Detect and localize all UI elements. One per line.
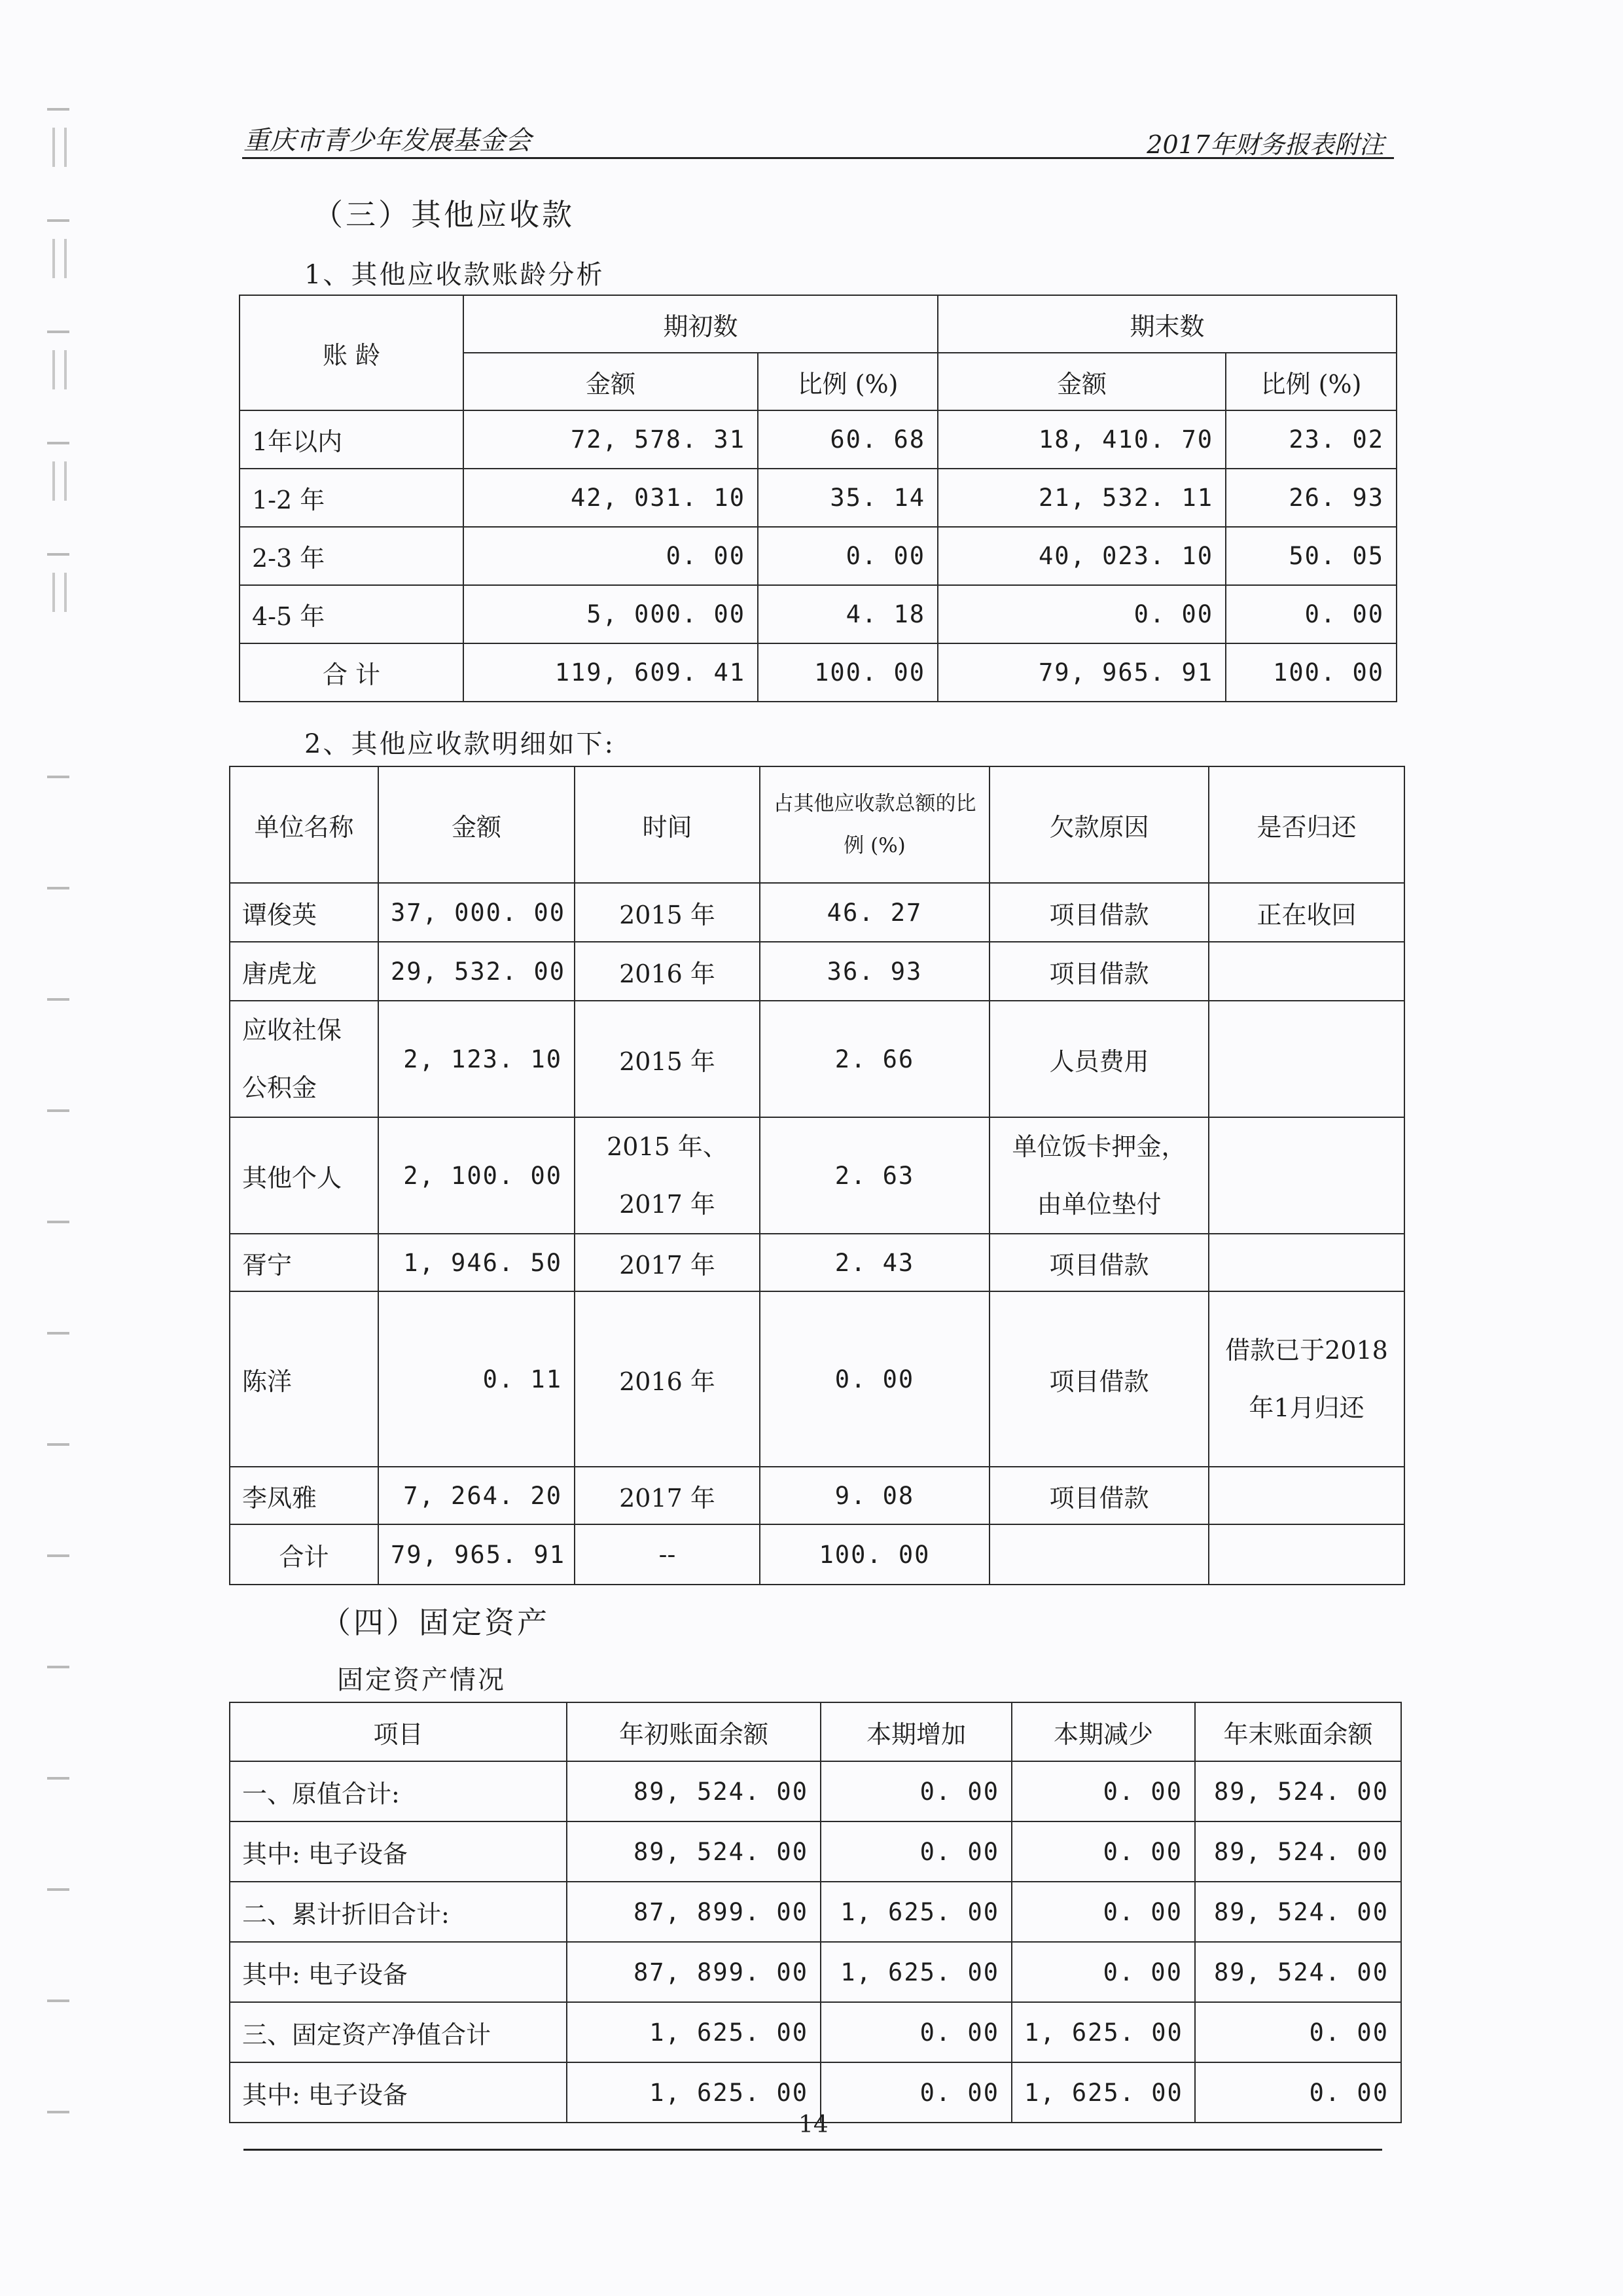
aging-cell: 1-2 年	[240, 469, 463, 527]
amount-cell: 89, 524. 00	[1195, 1821, 1401, 1882]
ratio-cell: 36. 93	[760, 942, 990, 1001]
amount-cell: 5, 000. 00	[463, 585, 758, 643]
returned-cell	[1209, 1467, 1404, 1524]
binder-mark	[47, 331, 69, 333]
amount-cell: 0. 00	[821, 2062, 1012, 2123]
total-label: 合计	[230, 1524, 378, 1585]
ratio-cell: 0. 00	[758, 527, 938, 585]
amount-cell: 0. 00	[821, 1821, 1012, 1882]
table-row	[230, 1291, 1404, 1467]
table-row	[230, 1882, 1401, 1942]
binder-mark	[47, 442, 69, 444]
footer-rule	[243, 2149, 1382, 2151]
table-row	[240, 527, 1397, 585]
amount-cell: 0. 00	[463, 527, 758, 585]
time-cell: 2015 年	[575, 1001, 760, 1117]
amount-cell: 0. 00	[821, 1761, 1012, 1821]
header-begin-ratio: 比例 (%)	[758, 353, 938, 410]
fixed-assets-table	[229, 1702, 1402, 2123]
ratio-cell: 60. 68	[758, 410, 938, 469]
reason-cell: 项目借款	[990, 942, 1209, 1001]
amount-cell: 119, 609. 41	[463, 643, 758, 702]
amount-cell: 29, 532. 00	[378, 942, 575, 1001]
returned-cell	[1209, 1234, 1404, 1291]
amount-cell: 0. 11	[378, 1291, 575, 1467]
section-title-receivables: （三）其他应收款	[313, 197, 575, 232]
ratio-cell: 35. 14	[758, 469, 938, 527]
header-time: 时间	[575, 766, 760, 883]
amount-cell: 79, 965. 91	[378, 1524, 575, 1585]
amount-cell: 7, 264. 20	[378, 1467, 575, 1524]
reason-cell: 项目借款	[990, 1291, 1209, 1467]
item-cell: 一、原值合计:	[230, 1761, 567, 1821]
binder-mark	[47, 1666, 69, 1668]
reason-cell: 项目借款	[990, 1467, 1209, 1524]
reason-cell: 项目借款	[990, 1234, 1209, 1291]
amount-cell: 87, 899. 00	[567, 1882, 821, 1942]
subsection-title-fixed-assets: 固定资产情况	[337, 1665, 506, 1695]
ratio-cell: 4. 18	[758, 585, 938, 643]
ratio-cell: 2. 66	[760, 1001, 990, 1117]
item-cell: 其中: 电子设备	[230, 2062, 567, 2123]
aging-cell: 1年以内	[240, 410, 463, 469]
total-label: 合 计	[240, 643, 463, 702]
ratio-cell: 2. 63	[760, 1117, 990, 1234]
binder-mark	[47, 1109, 69, 1112]
time-cell: 2015 年	[575, 883, 760, 942]
table-row	[240, 410, 1397, 469]
amount-cell: 89, 524. 00	[567, 1761, 821, 1821]
table-total-row	[230, 1524, 1404, 1585]
reason-cell	[990, 1524, 1209, 1585]
table-row	[230, 1467, 1404, 1524]
ratio-cell: 0. 00	[1226, 585, 1397, 643]
time-cell: 2016 年	[575, 942, 760, 1001]
aging-cell: 4-5 年	[240, 585, 463, 643]
header-end-amount: 金额	[938, 353, 1226, 410]
returned-cell	[1209, 942, 1404, 1001]
amount-cell: 1, 625. 00	[1012, 2002, 1195, 2062]
header-doc-title: 2017年财务报表附注	[1147, 130, 1384, 159]
time-cell: 2017 年	[575, 1467, 760, 1524]
binder-mark	[47, 2111, 69, 2113]
table-row	[230, 1117, 1404, 1234]
returned-cell	[1209, 1001, 1404, 1117]
amount-cell: 2, 123. 10	[378, 1001, 575, 1117]
time-cell: 2015 年、2017 年	[575, 1117, 760, 1234]
amount-cell: 1, 625. 00	[1012, 2062, 1195, 2123]
ratio-cell: 9. 08	[760, 1467, 990, 1524]
binder-hole	[52, 239, 67, 278]
table-row	[230, 942, 1404, 1001]
table-row	[240, 469, 1397, 527]
amount-cell: 40, 023. 10	[938, 527, 1226, 585]
aging-table	[239, 295, 1397, 702]
amount-cell: 0. 00	[1195, 2002, 1401, 2062]
amount-cell: 0. 00	[938, 585, 1226, 643]
amount-cell: 1, 625. 00	[567, 2062, 821, 2123]
subsection-title-detail: 2、其他应收款明细如下:	[304, 729, 615, 759]
binder-mark	[47, 1888, 69, 1891]
receivables-detail-table	[229, 766, 1405, 1585]
binder-mark	[47, 998, 69, 1001]
unit-name-cell: 应收社保公积金	[230, 1001, 378, 1117]
amount-cell: 79, 965. 91	[938, 643, 1226, 702]
header-decrease: 本期减少	[1012, 1702, 1195, 1761]
reason-cell: 项目借款	[990, 883, 1209, 942]
unit-name-cell: 其他个人	[230, 1117, 378, 1234]
binder-mark	[47, 887, 69, 889]
table-row	[230, 1821, 1401, 1882]
amount-cell: 37, 000. 00	[378, 883, 575, 942]
header-end-balance: 年末账面余额	[1195, 1702, 1401, 1761]
amount-cell: 0. 00	[1012, 1882, 1195, 1942]
item-cell: 其中: 电子设备	[230, 1942, 567, 2002]
header-item: 项目	[230, 1702, 567, 1761]
amount-cell: 0. 00	[821, 2002, 1012, 2062]
header-end-ratio: 比例 (%)	[1226, 353, 1397, 410]
returned-cell: 借款已于2018年1月归还	[1209, 1291, 1404, 1467]
ratio-cell: 23. 02	[1226, 410, 1397, 469]
amount-cell: 89, 524. 00	[567, 1821, 821, 1882]
amount-cell: 87, 899. 00	[567, 1942, 821, 2002]
unit-name-cell: 李凤雅	[230, 1467, 378, 1524]
amount-cell: 0. 00	[1012, 1821, 1195, 1882]
section-title-fixed-assets: （四）固定资产	[321, 1605, 550, 1640]
header-ending-balance: 期末数	[938, 295, 1397, 353]
binder-mark	[47, 1332, 69, 1335]
table-total-row	[240, 643, 1397, 702]
binder-mark	[47, 1443, 69, 1446]
time-cell: --	[575, 1524, 760, 1585]
amount-cell: 1, 625. 00	[821, 1942, 1012, 2002]
header-amount: 金额	[378, 766, 575, 883]
amount-cell: 89, 524. 00	[1195, 1882, 1401, 1942]
table-row	[240, 585, 1397, 643]
time-cell: 2017 年	[575, 1234, 760, 1291]
item-cell: 三、固定资产净值合计	[230, 2002, 567, 2062]
table-row	[230, 1942, 1401, 2002]
header-returned: 是否归还	[1209, 766, 1404, 883]
binder-mark	[47, 1221, 69, 1223]
binder-mark	[47, 108, 69, 111]
header-unit-name: 单位名称	[230, 766, 378, 883]
ratio-cell: 100. 00	[760, 1524, 990, 1585]
item-cell: 其中: 电子设备	[230, 1821, 567, 1882]
amount-cell: 1, 946. 50	[378, 1234, 575, 1291]
amount-cell: 0. 00	[1195, 2062, 1401, 2123]
unit-name-cell: 谭俊英	[230, 883, 378, 942]
amount-cell: 89, 524. 00	[1195, 1942, 1401, 2002]
header-rule	[242, 157, 1394, 159]
header-ratio: 占其他应收款总额的比例 (%)	[760, 766, 990, 883]
reason-cell: 人员费用	[990, 1001, 1209, 1117]
binder-mark	[47, 2000, 69, 2002]
amount-cell: 1, 625. 00	[821, 1882, 1012, 1942]
amount-cell: 42, 031. 10	[463, 469, 758, 527]
ratio-cell: 50. 05	[1226, 527, 1397, 585]
header-org-name: 重庆市青少年发展基金会	[243, 126, 531, 156]
binder-mark	[47, 553, 69, 556]
returned-cell: 正在收回	[1209, 883, 1404, 942]
binder-hole	[52, 461, 67, 501]
header-reason: 欠款原因	[990, 766, 1209, 883]
binder-hole	[52, 128, 67, 167]
ratio-cell: 100. 00	[758, 643, 938, 702]
page-number: 14	[798, 2111, 829, 2138]
item-cell: 二、累计折旧合计:	[230, 1882, 567, 1942]
header-increase: 本期增加	[821, 1702, 1012, 1761]
binder-mark	[47, 219, 69, 222]
ratio-cell: 0. 00	[760, 1291, 990, 1467]
binder-mark	[47, 1777, 69, 1780]
subsection-title-aging: 1、其他应收款账龄分析	[304, 260, 605, 290]
reason-cell: 单位饭卡押金，由单位垫付	[990, 1117, 1209, 1234]
ratio-cell: 2. 43	[760, 1234, 990, 1291]
amount-cell: 89, 524. 00	[1195, 1761, 1401, 1821]
table-row	[230, 2002, 1401, 2062]
binder-mark	[47, 776, 69, 778]
binder-mark	[47, 1554, 69, 1557]
unit-name-cell: 唐虎龙	[230, 942, 378, 1001]
unit-name-cell: 胥宁	[230, 1234, 378, 1291]
unit-name-cell: 陈洋	[230, 1291, 378, 1467]
table-row	[230, 1234, 1404, 1291]
table-row	[230, 1761, 1401, 1821]
table-row	[230, 1001, 1404, 1117]
amount-cell: 21, 532. 11	[938, 469, 1226, 527]
header-beginning-balance: 期初数	[463, 295, 938, 353]
binder-hole	[52, 350, 67, 389]
header-begin-balance: 年初账面余额	[567, 1702, 821, 1761]
amount-cell: 72, 578. 31	[463, 410, 758, 469]
header-age: 账 龄	[240, 295, 463, 410]
ratio-cell: 46. 27	[760, 883, 990, 942]
amount-cell: 0. 00	[1012, 1942, 1195, 2002]
returned-cell	[1209, 1524, 1404, 1585]
amount-cell: 2, 100. 00	[378, 1117, 575, 1234]
binder-hole	[52, 573, 67, 612]
header-begin-amount: 金额	[463, 353, 758, 410]
returned-cell	[1209, 1117, 1404, 1234]
amount-cell: 0. 00	[1012, 1761, 1195, 1821]
amount-cell: 18, 410. 70	[938, 410, 1226, 469]
table-row	[230, 883, 1404, 942]
time-cell: 2016 年	[575, 1291, 760, 1467]
ratio-cell: 26. 93	[1226, 469, 1397, 527]
ratio-cell: 100. 00	[1226, 643, 1397, 702]
amount-cell: 1, 625. 00	[567, 2002, 821, 2062]
aging-cell: 2-3 年	[240, 527, 463, 585]
